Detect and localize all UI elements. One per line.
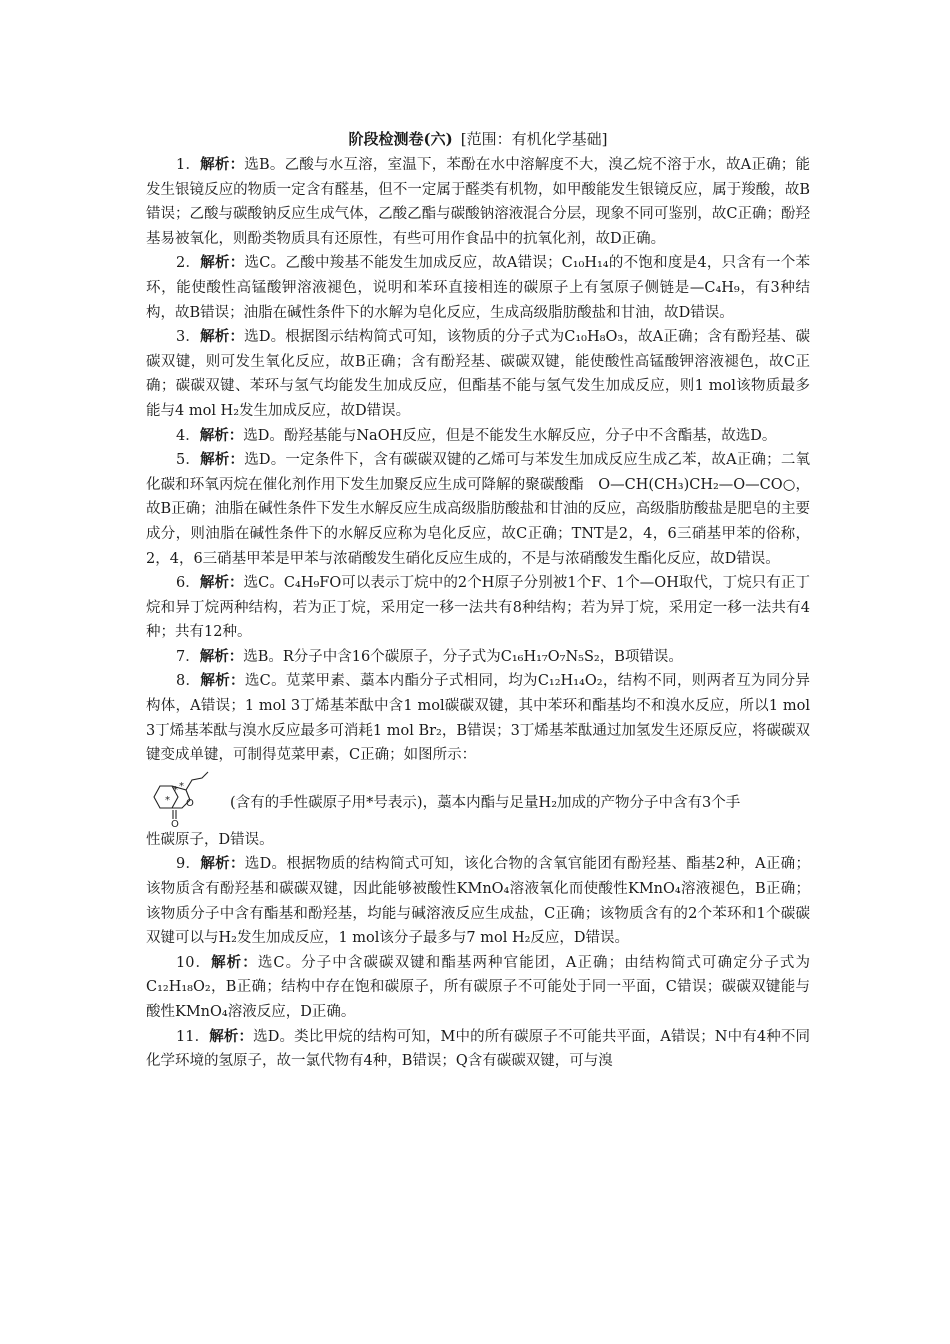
- chiral-star-2: *: [179, 780, 184, 792]
- carbonyl-oxygen-label: O: [171, 818, 179, 828]
- answer-item-5: 5．解析：选D。一定条件下，含有碳碳双键的乙烯可与苯发生加成反应生成乙苯，故A正确；二氧化碳和环氧丙烷在催化剂作用下发生加聚反应生成可降解的聚碳酸酯 O—CH(CH₃)CH₂—O—CO○，故B正确；油脂在碱性条件下发生水解反应生成高级脂肪酸盐和甘油的反应，高级脂肪酸盐是肥皂的主要成分，则油脂在碱性条件下的水解反应称为皂化反应，故C正确；TNT是2，4，6三硝基甲苯的俗称，2，4，6三硝基甲苯是甲苯与浓硝酸发生硝化反应生成的，不是与浓硝酸发生酯化反应，故D错误。: [146, 451, 811, 567]
- title-range: [范围：有机化学基础]: [460, 130, 608, 148]
- answer-item-4: 4．解析：选D。酚羟基能与NaOH反应，但是不能发生水解反应，分子中不含酯基，故选D。: [176, 426, 777, 444]
- answer-item-6: 6．解析：选C。C₄H₉FO可以表示丁烷中的2个H原子分别被1个F、1个—OH取代，丁烷只有正丁烷和异丁烷两种结构，若为正丁烷，采用定一移一法共有8种结构；若为异丁烷，采用定一移一法共有4种；共有12种。: [146, 574, 810, 641]
- page-title: [146, 128, 810, 150]
- ring-oxygen-label: O: [186, 797, 194, 809]
- answer-text: 选D。酚羟基能与NaOH反应，但是不能发生水解反应，分子中不含酯基，故选D。: [243, 427, 777, 444]
- answer-item-11: 11．解析：选D。类比甲烷的结构可知，M中的所有碳原子不可能共平面，A错误；N中有4种不同化学环境的氢原子，故一氯代物有4种，B错误；Q含有碳碳双键，可与溴: [146, 1027, 811, 1070]
- title-text: 阶段检测卷(六): [348, 130, 453, 148]
- answer-item-7: 7．解析：选B。R分子中含16个碳原子，分子式为C₁₆H₁₇O₇N₅S₂，B项错误。: [176, 647, 683, 665]
- answer-item-10: 10．解析：选C。分子中含碳碳双键和酯基两种官能团，A正确；由结构简式可确定分子式为C₁₂H₁₈O₂，B正确；结构中存在饱和碳原子，所有碳原子不可能处于同一平面，C错误；碳碳双键能与酸性KMnO₄溶液反应，D正确。: [146, 953, 811, 1020]
- chiral-star-3: *: [165, 794, 170, 806]
- answer-item-3: 3．解析：选D。根据图示结构简式可知，该物质的分子式为C₁₀H₈O₃，故A正确；含有酚羟基、碳碳双键，则可发生氧化反应，故B正确；含有酚羟基、碳碳双键，能使酸性高锰酸钾溶液褪色，故C正确；碳碳双键、苯环与氢气均能发生加成反应，但酯基不能与氢气发生加成反应，则1 mol该物质最多能与4 mol H₂发生加成反应，故D错误。: [146, 328, 810, 419]
- answer-text: 选B。R分子中含16个碳原子，分子式为C₁₆H₁₇O₇N₅S₂，B项错误。: [243, 648, 683, 665]
- answer-item-8-end: 性碳原子，D错误。: [146, 831, 274, 848]
- answer-item-8: 8．解析：选C。苋菜甲素、藁本内酯分子式相同，均为C₁₂H₁₄O₂，结构不同，则两者互为同分异构体，A错误；1 mol 3丁烯基苯酞中含1 mol碳碳双键，其中苯环和酯基均不和溴水反应，所以1 mol 3丁烯基苯酞与溴水反应最多可消耗1 mol Br₂，B错误；3丁烯基苯酞通过加氢发生还原反应，将碳碳双键变成单键，可制得苋菜甲素，C正确；如图所示：: [146, 672, 810, 764]
- answer-text: 选D。类比甲烷的结构可知，M中的所有碳原子不可能共平面，A错误；N中有4种不同化学环境的氢原子，故一氯代物有4种，B错误；Q含有碳碳双键，可与溴: [146, 1028, 811, 1070]
- answer-item-2: 2．解析：选C。乙酸中羧基不能发生加成反应，故A错误；C₁₀H₁₄的不饱和度是4，只含有一个苯环，能使酸性高锰酸钾溶液褪色，说明和苯环直接相连的碳原子上有氢原子侧链是—C₄H₉，有3种结构，故B错误；油脂在碱性条件下的水解为皂化反应，生成高级脂肪酸盐和甘油，故D错误。: [146, 254, 810, 321]
- answer-text: 选B。乙酸与水互溶，室温下，苯酚在水中溶解度不大，溴乙烷不溶于水，故A正确；能发生银镜反应的物质一定含有醛基，但不一定属于醛类有机物，如甲酸能发生银镜反应，属于羧酸，故B错误；乙酸与碳酸钠反应生成气体，乙酸乙酯与碳酸钠溶液混合分层，现象不同可鉴别，故C正确；酚羟基易被氧化，则酚类物质具有还原性，有些可用作食品中的抗氧化剂，故D正确。: [146, 157, 810, 247]
- answer-text: 选D。根据物质的结构简式可知，该化合物的含氧官能团有酚羟基、酯基2种，A正确；该物质含有酚羟基和碳碳双键，因此能够被酸性KMnO₄溶液氧化而使酸性KMnO₄溶液褪色，B正确；该物质分子中含有酯基和酚羟基，均能与碱溶液反应生成盐，C正确；该物质含有的2个苯环和1个碳碳双键可以与H₂发生加成反应，1 mol该分子最多与7 mol H₂反应，D错误。: [146, 856, 810, 947]
- lactone-structure-icon: [146, 770, 216, 828]
- answer-text: 选C。苋菜甲素、藁本内酯分子式相同，均为C₁₂H₁₄O₂，结构不同，则两者互为同分异构体，A错误；1 mol 3丁烯基苯酞中含1 mol碳碳双键，其中苯环和酯基均不和溴水反应，所以1 mol 3丁烯基苯酞与溴水反应最多可消耗1 mol Br₂，B错误；3丁烯基苯酞通过加氢发生还原反应，将碳碳双键变成单键，可制得苋菜甲素，C正确；如图所示：: [146, 673, 810, 764]
- chiral-star-1: *: [173, 784, 178, 796]
- answer-item-1: 1．解析：选B。乙酸与水互溶，室温下，苯酚在水中溶解度不大，溴乙烷不溶于水，故A正确；能发生银镜反应的物质一定含有醛基，但不一定属于醛类有机物，如甲酸能发生银镜反应，属于羧酸，故B错误；乙酸与碳酸钠反应生成气体，乙酸乙酯与碳酸钠溶液混合分层，现象不同可鉴别，故C正确；酚羟基易被氧化，则酚类物质具有还原性，有些可用作食品中的抗氧化剂，故D正确。: [146, 156, 810, 247]
- answer-text: 选C。乙酸中羧基不能发生加成反应，故A错误；C₁₀H₁₄的不饱和度是4，只含有一个苯环，能使酸性高锰酸钾溶液褪色，说明和苯环直接相连的碳原子上有氢原子侧链是—C₄H₉，有3种结构，故B错误；油脂在碱性条件下的水解为皂化反应，生成高级脂肪酸盐和甘油，故D错误。: [146, 255, 810, 321]
- answer-page: [146, 128, 810, 1074]
- answer-text: 选C。C₄H₉FO可以表示丁烷中的2个H原子分别被1个F、1个—OH取代，丁烷只有正丁烷和异丁烷两种结构，若为正丁烷，采用定一移一法共有8种结构；若为异丁烷，采用定一移一法共有4种；共有12种。: [146, 575, 810, 641]
- answer-text: 选D。一定条件下，含有碳碳双键的乙烯可与苯发生加成反应生成乙苯，故A正确；二氧化碳和环氧丙烷在催化剂作用下发生加聚反应生成可降解的聚碳酸酯 O—CH(CH₃)CH₂—O—CO○，故B正确；油脂在碱性条件下发生水解反应生成高级脂肪酸盐和甘油的反应，高级脂肪酸盐是肥皂的主要成分，则油脂在碱性条件下的水解反应称为皂化反应，故C正确；TNT是2，4，6三硝基甲苯的俗称，2，4，6三硝基甲苯是甲苯与浓硝酸发生硝化反应生成的，不是与浓硝酸发生酯化反应，故D错误。: [146, 452, 811, 567]
- answer-text: 选C。分子中含碳碳双键和酯基两种官能团，A正确；由结构简式可确定分子式为C₁₂H₁₈O₂，B正确；结构中存在饱和碳原子，所有碳原子不可能处于同一平面，C错误；碳碳双键能与酸性KMnO₄溶液反应，D正确。: [146, 954, 811, 1020]
- figure-caption: (含有的手性碳原子用*号表示)，藁本内酯与足量H₂加成的产物分子中含有3个手: [230, 795, 741, 812]
- answer-text: 选D。根据图示结构简式可知，该物质的分子式为C₁₀H₈O₃，故A正确；含有酚羟基、碳碳双键，则可发生氧化反应，故B正确；含有酚羟基、碳碳双键，能使酸性高锰酸钾溶液褪色，故C正确；碳碳双键、苯环与氢气均能发生加成反应，但酯基不能与氢气发生加成反应，则1 mol该物质最多能与4 mol H₂发生加成反应，故D错误。: [146, 329, 810, 419]
- chiral-structure-figure: [146, 770, 810, 828]
- answer-item-9: 9．解析：选D。根据物质的结构简式可知，该化合物的含氧官能团有酚羟基、酯基2种，A正确；该物质含有酚羟基和碳碳双键，因此能够被酸性KMnO₄溶液氧化而使酸性KMnO₄溶液褪色，B正确；该物质分子中含有酯基和酚羟基，均能与碱溶液反应生成盐，C正确；该物质含有的2个苯环和1个碳碳双键可以与H₂发生加成反应，1 mol该分子最多与7 mol H₂反应，D错误。: [146, 855, 810, 947]
